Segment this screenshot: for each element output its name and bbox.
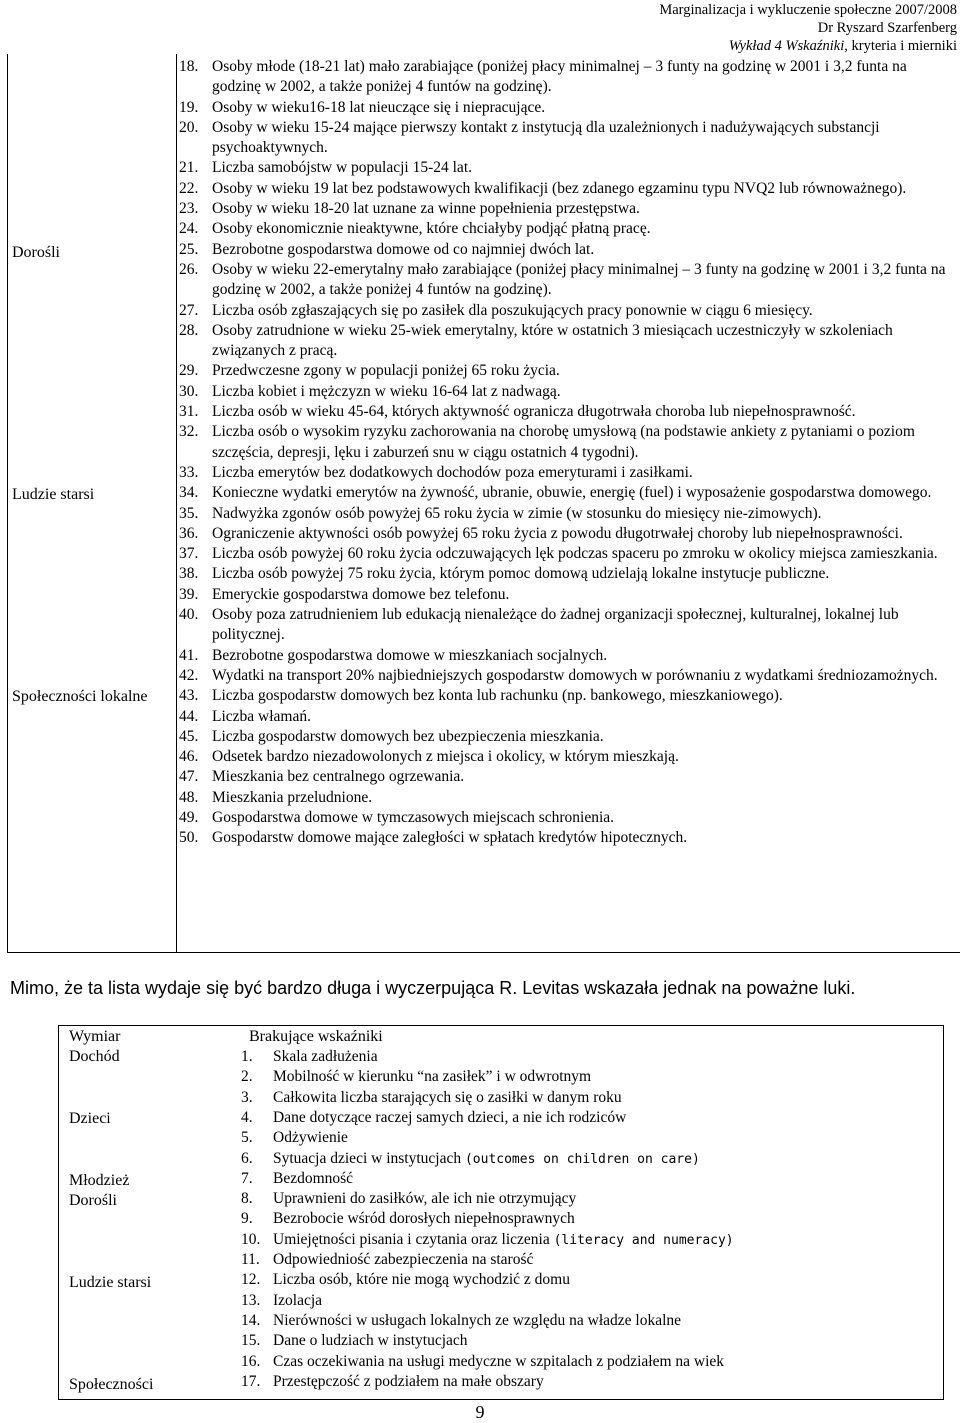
indicator-item bbox=[179, 260, 959, 301]
indicator-number: 19. bbox=[179, 98, 199, 116]
indicator-text: Osoby ekonomicznie nieaktywne, które chciałyby podjąć płatną pracę. bbox=[212, 220, 651, 238]
missing-indicator-text: Bezdomność bbox=[273, 1169, 354, 1187]
missing-indicator-row bbox=[241, 1210, 575, 1228]
indicator-text: Mieszkania przeludnione. bbox=[212, 788, 373, 806]
missing-indicator-text: Odżywienie bbox=[273, 1129, 348, 1147]
indicator-item bbox=[179, 483, 959, 503]
indicator-number: 27. bbox=[179, 301, 199, 319]
indicator-text: Liczba gospodarstw domowych bez konta lub rachunku (np. bankowego, mieszkaniowego). bbox=[212, 687, 783, 705]
indicator-number: 48. bbox=[179, 788, 199, 806]
indicator-number: 49. bbox=[179, 808, 199, 826]
indicator-number: 45. bbox=[179, 727, 199, 745]
indicator-text: Osoby w wieku 19 lat bez podstawowych kwalifikacji (bez zdanego egzaminu typu NVQ2 lub równoważnego). bbox=[212, 179, 907, 197]
indicator-item bbox=[179, 524, 959, 544]
indicator-text: Bezrobotne gospodarstwa domowe od co najmniej dwóch lat. bbox=[212, 240, 595, 258]
header-author: Dr Ryszard Szarfenberg bbox=[817, 20, 957, 36]
column-divider bbox=[176, 54, 177, 952]
missing-indicator-row bbox=[241, 1312, 681, 1330]
indicator-number: 41. bbox=[179, 646, 199, 664]
indicator-number: 18. bbox=[179, 58, 199, 75]
indicator-text: Liczba osób zgłaszających się po zasiłek dla poszukujących pracy ponownie w ciągu 6 miesięcy. bbox=[212, 301, 813, 319]
missing-indicator-row bbox=[241, 1190, 576, 1208]
missing-indicator-row bbox=[241, 1170, 353, 1188]
indicator-text: Osoby młode (18-21 lat) mało zarabiające (poniżej płacy minimalnej – 3 funty na godzinę w 2001 i 3,2 funta na godzinę w 2002, a także poniżej 4 funtów na godzinę). bbox=[212, 58, 907, 96]
indicator-item bbox=[179, 767, 959, 787]
missing-indicator-english: (literacy and numeracy) bbox=[553, 1232, 734, 1248]
missing-indicator-text: Odpowiedniość zabezpieczenia na starość bbox=[273, 1251, 534, 1268]
indicator-item bbox=[179, 98, 959, 118]
missing-indicator-number: 7. bbox=[241, 1169, 253, 1187]
indicators-list bbox=[179, 57, 959, 849]
indicator-item bbox=[179, 828, 959, 848]
missing-indicator-text: Nierówności w usługach lokalnych ze względu na władze lokalne bbox=[273, 1311, 682, 1329]
indicator-number: 38. bbox=[179, 565, 199, 583]
missing-indicator-number: 17. bbox=[241, 1372, 261, 1390]
indicator-text: Gospodarstw domowe mające zaległości w spłatach kredytów hipotecznych. bbox=[212, 829, 688, 847]
indicator-item bbox=[179, 402, 959, 422]
missing-indicator-number: 16. bbox=[241, 1352, 261, 1370]
indicator-number: 33. bbox=[179, 463, 199, 481]
missing-indicator-row bbox=[241, 1129, 348, 1147]
indicator-number: 25. bbox=[179, 240, 199, 258]
missing-indicator-text: Uprawnieni do zasiłków, ale ich nie otrzymujący bbox=[273, 1190, 577, 1208]
missing-indicator-row bbox=[241, 1048, 378, 1066]
indicator-text: Liczba osób w wieku 45-64, których aktywność ogranicza długotrwała choroba lub niepełnosprawność. bbox=[212, 403, 856, 421]
indicator-number: 22. bbox=[179, 179, 199, 197]
missing-indicator-text: Izolacja bbox=[273, 1291, 323, 1309]
indicator-item bbox=[179, 301, 959, 321]
dimension-income: Dochód bbox=[69, 1048, 120, 1065]
indicator-item bbox=[179, 179, 959, 199]
missing-indicator-text: Dane o ludziach w instytucjach bbox=[273, 1332, 468, 1350]
category-elderly: Ludzie starsi bbox=[12, 486, 95, 503]
missing-indicator-text: Dane dotyczące raczej samych dzieci, a nie ich rodziców bbox=[273, 1108, 627, 1126]
indicator-number: 26. bbox=[179, 260, 199, 278]
category-adults: Dorośli bbox=[12, 244, 60, 261]
indicator-text: Osoby w wieku 15-24 mające pierwszy kontakt z instytucją dla uzależnionych i nadużywających substancji psychoaktywnych. bbox=[212, 118, 880, 157]
indicator-number: 43. bbox=[179, 687, 199, 705]
indicator-text: Liczba włamań. bbox=[212, 707, 311, 725]
missing-indicator-number: 9. bbox=[241, 1210, 253, 1228]
indicator-item bbox=[179, 199, 959, 219]
indicator-text: Liczba osób powyżej 75 roku życia, którym pomoc domową udzielają lokalne instytucje publiczne. bbox=[212, 565, 830, 583]
indicator-item bbox=[179, 544, 959, 564]
indicator-text: Osoby w wieku 22-emerytalny mało zarabiające (poniżej płacy minimalnej – 3 funty na godzinę w 2001 i 3,2 funta na godzinę w 2002, a także poniżej 4 funtów na godzinę). bbox=[212, 260, 946, 299]
missing-indicator-text: Umiejętności pisania i czytania oraz liczenia bbox=[273, 1230, 554, 1248]
dimension-elderly: Ludzie starsi bbox=[69, 1274, 152, 1291]
missing-indicator-text: Przestępczość z podziałem na małe obszary bbox=[273, 1372, 544, 1390]
indicator-text: Ograniczenie aktywności osób powyżej 65 roku życia z powodu długotrwałej choroby lub niepełnosprawności. bbox=[212, 524, 903, 542]
indicator-item bbox=[179, 808, 959, 828]
missing-indicator-number: 2. bbox=[241, 1068, 253, 1086]
missing-indicator-number: 11. bbox=[241, 1251, 260, 1268]
indicator-text: Wydatki na transport 20% najbiedniejszych gospodarstw domowych w porównaniu z wydatkami średniozamożnych. bbox=[212, 666, 938, 684]
indicator-text: Gospodarstwa domowe w tymczasowych miejscach schronienia. bbox=[212, 808, 615, 826]
indicator-number: 23. bbox=[179, 200, 199, 218]
missing-indicator-row bbox=[241, 1068, 591, 1086]
missing-indicator-row bbox=[241, 1271, 570, 1289]
indicator-text: Mieszkania bez centralnego ogrzewania. bbox=[212, 768, 465, 786]
indicator-item bbox=[179, 747, 959, 767]
indicator-text: Osoby zatrudnione w wieku 25-wiek emerytalny, które w ostatnich 3 miesiącach uczestniczyły w szkoleniach związanych z pracą. bbox=[212, 321, 893, 360]
indicator-text: Liczba osób o wysokim ryzyku zachorowania na chorobę umysłową (na podstawie ankiety z pytaniami o poziom szczęścia, depresji, lęku i zaburzeń snu w ciągu ostatnich 4 tygodni). bbox=[212, 423, 915, 461]
indicator-item bbox=[179, 788, 959, 808]
indicators-table bbox=[7, 54, 960, 953]
indicator-text: Nadwyżka zgonów osób powyżej 65 roku życia w zimie (w stosunku do miesięcy nie-zimowych). bbox=[212, 504, 822, 522]
missing-indicator-row bbox=[241, 1231, 734, 1249]
missing-indicator-text: Czas oczekiwania na usługi medyczne w szpitalach z podziałem na wiek bbox=[273, 1352, 725, 1370]
indicator-number: 21. bbox=[179, 159, 199, 177]
indicator-text: Osoby poza zatrudnieniem lub edukacją nienależące do żadnej organizacji społecznej, kulturalnej, lokalnej lub politycznej. bbox=[212, 606, 899, 644]
dimension-children: Dzieci bbox=[69, 1110, 111, 1127]
indicator-item bbox=[179, 382, 959, 402]
indicator-item bbox=[179, 666, 959, 686]
header-lecture-rest: , kryteria i mierniki bbox=[844, 38, 957, 54]
missing-indicator-row bbox=[241, 1089, 622, 1107]
missing-indicator-text: Liczba osób, które nie mogą wychodzić z domu bbox=[273, 1271, 570, 1289]
indicator-number: 32. bbox=[179, 423, 199, 441]
indicator-item bbox=[179, 504, 959, 524]
missing-indicator-number: 15. bbox=[241, 1332, 261, 1350]
missing-indicator-number: 3. bbox=[241, 1088, 253, 1106]
missing-indicator-number: 5. bbox=[241, 1129, 253, 1147]
page-number: 9 bbox=[475, 1402, 485, 1422]
indicator-item bbox=[179, 646, 959, 666]
missing-indicator-text: Sytuacja dzieci w instytucjach bbox=[273, 1149, 465, 1167]
indicator-item bbox=[179, 158, 959, 178]
indicator-text: Emeryckie gospodarstwa domowe bez telefonu. bbox=[212, 585, 510, 603]
missing-indicator-row bbox=[241, 1353, 724, 1371]
indicator-item bbox=[179, 707, 959, 727]
indicator-text: Liczba osób powyżej 60 roku życia odczuwających lęk podczas spaceru po zmroku w okolicy miejsca zamieszkania. bbox=[212, 545, 938, 563]
missing-indicator-number: 10. bbox=[241, 1230, 261, 1248]
indicator-text: Osoby w wieku 18-20 lat uznane za winne popełnienia przestępstwa. bbox=[212, 200, 640, 218]
missing-indicators-table bbox=[58, 1025, 944, 1400]
indicator-number: 37. bbox=[179, 545, 199, 563]
indicator-number: 31. bbox=[179, 403, 199, 421]
missing-indicator-number: 4. bbox=[241, 1108, 253, 1126]
missing-indicator-text: Skala zadłużenia bbox=[273, 1048, 378, 1065]
indicator-number: 47. bbox=[179, 768, 199, 786]
missing-indicators-header: Brakujące wskaźniki bbox=[249, 1028, 383, 1045]
missing-indicator-text: Mobilność w kierunku “na zasiłek” i w odwrotnym bbox=[273, 1068, 592, 1086]
missing-indicator-row bbox=[241, 1373, 544, 1391]
indicator-item bbox=[179, 240, 959, 260]
missing-indicator-number: 14. bbox=[241, 1311, 261, 1329]
page-header bbox=[659, 1, 957, 55]
indicator-item bbox=[179, 585, 959, 605]
missing-indicator-number: 13. bbox=[241, 1291, 261, 1309]
missing-indicator-english: (outcomes on children on care) bbox=[464, 1151, 700, 1167]
indicator-number: 28. bbox=[179, 321, 199, 339]
missing-indicator-text: Bezrobocie wśród dorosłych niepełnosprawnych bbox=[273, 1210, 575, 1228]
missing-indicator-row bbox=[241, 1150, 700, 1168]
indicator-number: 30. bbox=[179, 382, 199, 400]
indicator-item bbox=[179, 564, 959, 584]
indicator-text: Przedwczesne zgony w populacji poniżej 65 roku życia. bbox=[212, 362, 560, 380]
indicator-item bbox=[179, 219, 959, 239]
indicator-item bbox=[179, 57, 959, 98]
missing-indicator-number: 6. bbox=[241, 1149, 253, 1167]
indicator-number: 42. bbox=[179, 666, 199, 684]
missing-indicator-row bbox=[241, 1332, 468, 1350]
indicator-number: 44. bbox=[179, 707, 199, 725]
dimension-header: Wymiar bbox=[69, 1028, 121, 1045]
indicator-text: Odsetek bardzo niezadowolonych z miejsca i okolicy, w którym mieszkają. bbox=[212, 748, 679, 766]
indicator-item bbox=[179, 361, 959, 381]
indicator-number: 50. bbox=[179, 829, 199, 847]
missing-indicator-row bbox=[241, 1109, 626, 1127]
dimension-adults: Dorośli bbox=[69, 1192, 117, 1209]
indicator-item bbox=[179, 321, 959, 362]
header-lecture-italic: Wykład 4 Wskaźniki bbox=[728, 38, 845, 54]
indicator-number: 29. bbox=[179, 362, 199, 380]
indicator-item bbox=[179, 463, 959, 483]
header-lecture bbox=[659, 37, 957, 55]
indicator-item bbox=[179, 422, 959, 463]
indicator-number: 24. bbox=[179, 220, 199, 238]
indicator-text: Liczba gospodarstw domowych bez ubezpieczenia mieszkania. bbox=[212, 727, 604, 745]
summary-paragraph: Mimo, że ta lista wydaje się być bardzo długa i wyczerpująca R. Levitas wskazała jednak na poważne luki. bbox=[10, 978, 856, 998]
indicator-item bbox=[179, 118, 959, 159]
indicator-number: 20. bbox=[179, 118, 199, 136]
indicator-text: Konieczne wydatki emerytów na żywność, ubranie, obuwie, energię (fuel) i wyposażenie gospodarstwa domowego. bbox=[212, 484, 932, 502]
indicator-number: 35. bbox=[179, 504, 199, 522]
missing-indicator-text: Całkowita liczba starających się o zasiłki w danym roku bbox=[273, 1088, 622, 1106]
dimension-communities: Społeczności bbox=[69, 1376, 154, 1393]
indicator-item bbox=[179, 686, 959, 706]
indicator-item bbox=[179, 727, 959, 747]
indicator-text: Bezrobotne gospodarstwa domowe w mieszkaniach socjalnych. bbox=[212, 646, 608, 664]
indicator-number: 40. bbox=[179, 606, 199, 624]
indicator-text: Liczba emerytów bez dodatkowych dochodów poza emeryturami i zasiłkami. bbox=[212, 463, 693, 481]
missing-indicator-number: 12. bbox=[241, 1271, 261, 1289]
indicator-text: Liczba samobójstw w populacji 15-24 lat. bbox=[212, 159, 472, 177]
indicator-number: 36. bbox=[179, 524, 199, 542]
indicator-text: Liczba kobiet i mężczyzn w wieku 16-64 lat z nadwagą. bbox=[212, 382, 561, 400]
indicator-text: Osoby w wieku16-18 lat nieuczące się i niepracujące. bbox=[212, 98, 546, 116]
category-local-communities: Społeczności lokalne bbox=[12, 688, 148, 705]
missing-indicator-row bbox=[241, 1251, 533, 1269]
indicator-item bbox=[179, 605, 959, 646]
missing-indicator-number: 8. bbox=[241, 1190, 253, 1208]
indicator-number: 34. bbox=[179, 484, 199, 502]
indicator-number: 39. bbox=[179, 585, 199, 603]
missing-indicator-number: 1. bbox=[241, 1048, 253, 1065]
dimension-youth: Młodzież bbox=[69, 1172, 130, 1189]
missing-indicator-row bbox=[241, 1292, 322, 1310]
header-course-title: Marginalizacja i wykluczenie społeczne 2007/2008 bbox=[659, 2, 957, 18]
indicator-number: 46. bbox=[179, 748, 199, 766]
